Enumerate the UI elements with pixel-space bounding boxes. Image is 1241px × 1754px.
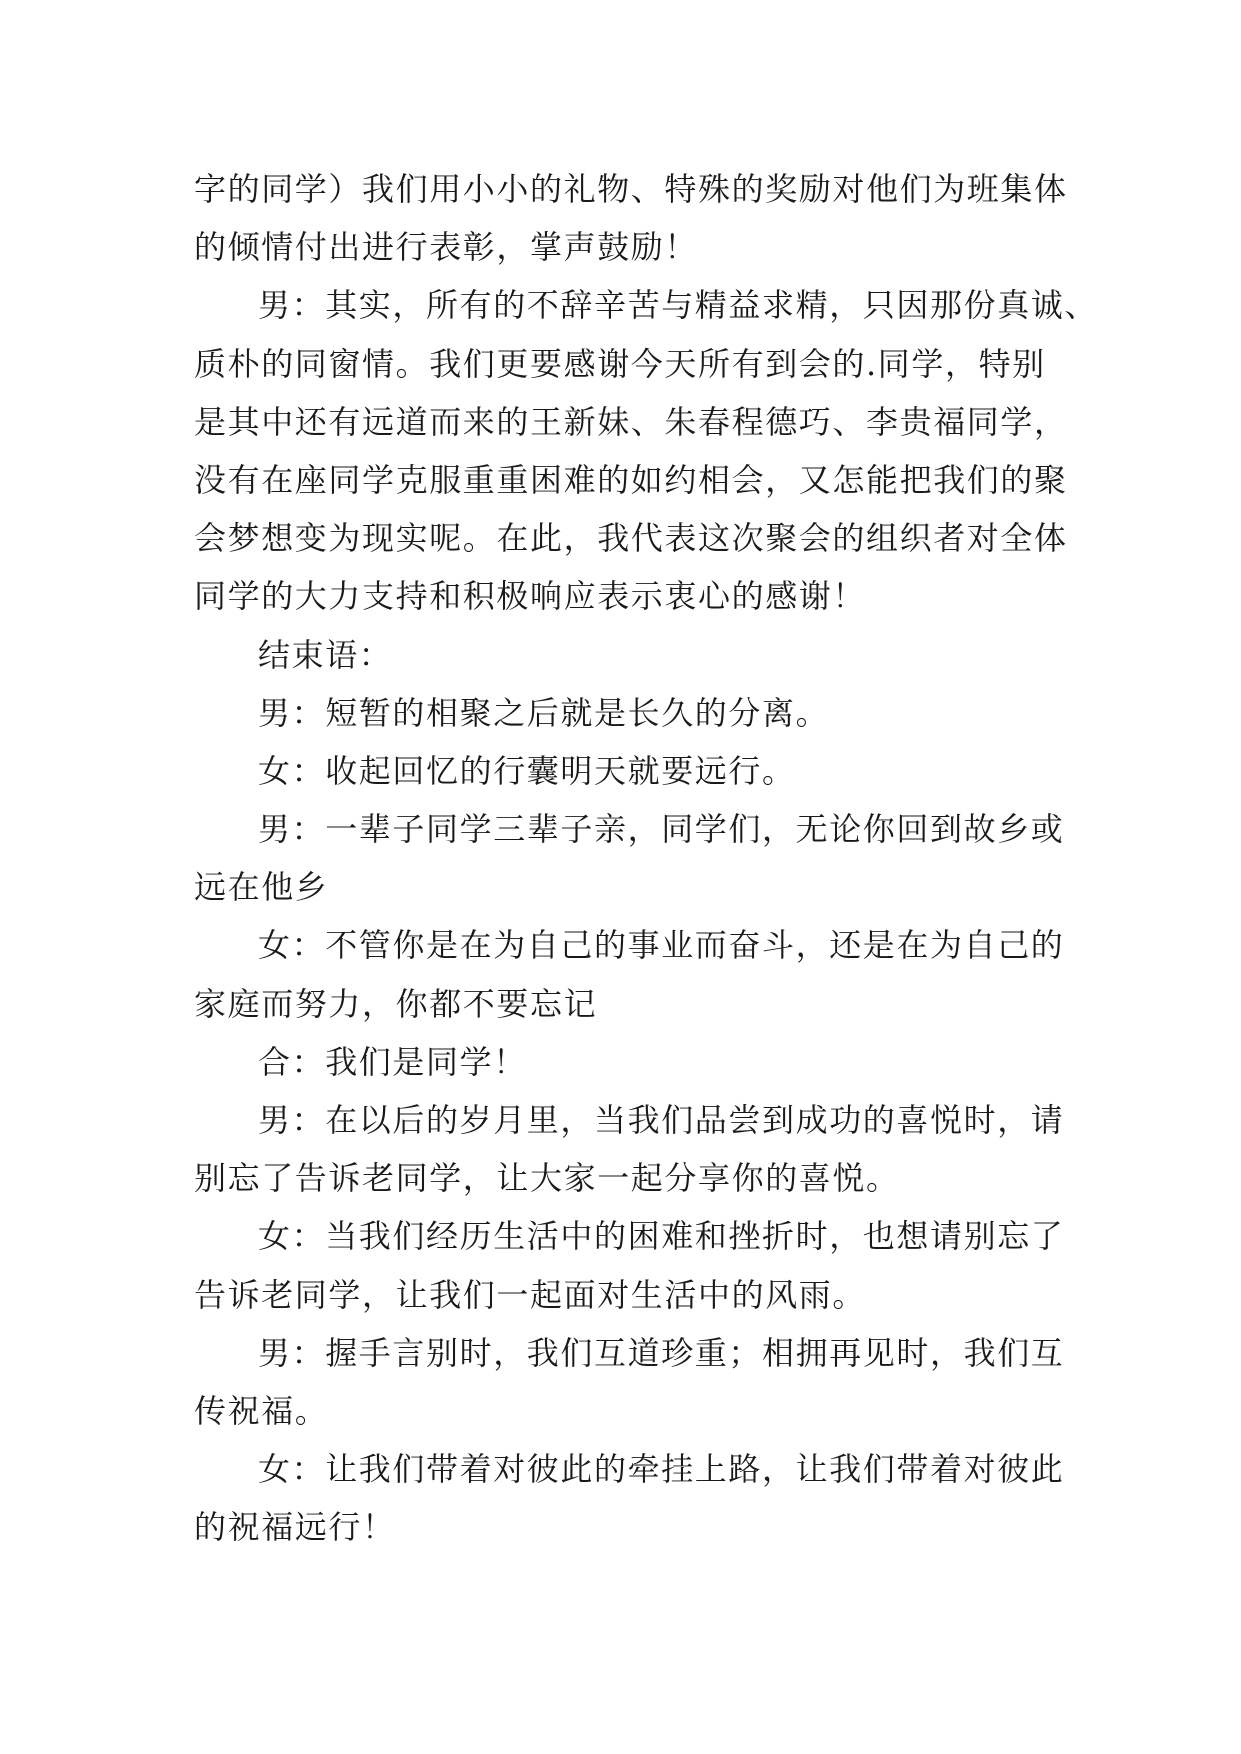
text-line: 家庭而努力，你都不要忘记 xyxy=(194,984,598,1023)
text-line: 字的同学）我们用小小的礼物、特殊的奖励对他们为班集体 xyxy=(194,170,1068,208)
text-line: 男：在以后的岁月里，当我们品尝到成功的喜悦时，请 xyxy=(258,1101,1065,1139)
text-line: 女：让我们带着对彼此的牵挂上路，让我们带着对彼此 xyxy=(258,1450,1065,1489)
text-line: 会梦想变为现实呢。在此，我代表这次聚会的组织者对全体 xyxy=(194,519,1068,558)
text-line: 的倾情付出进行表彰，掌声鼓励！ xyxy=(194,228,699,267)
text-line: 别忘了告诉老同学，让大家一起分享你的喜悦。 xyxy=(194,1159,900,1198)
text-line: 传祝福。 xyxy=(194,1391,329,1430)
text-line: 男：其实，所有的不辞辛苦与精益求精，只因那份真诚、 xyxy=(258,286,1099,325)
text-line: 男：一辈子同学三辈子亲，同学们，无论你回到故乡或 xyxy=(258,810,1065,849)
text-line: 的祝福远行！ xyxy=(194,1508,396,1547)
text-line: 男：短暂的相聚之后就是长久的分离。 xyxy=(258,693,830,732)
section-heading: 结束语： xyxy=(258,635,393,674)
text-line: 女：当我们经历生活中的困难和挫折时，也想请别忘了 xyxy=(258,1217,1065,1256)
text-line: 合：我们是同学！ xyxy=(258,1042,527,1081)
text-line: 质朴的同窗情。我们更要感谢今天所有到会的.同学，特别 xyxy=(194,344,1046,383)
document-body xyxy=(194,160,1099,1557)
text-line: 告诉老同学，让我们一起面对生活中的风雨。 xyxy=(194,1275,867,1314)
text-line: 远在他乡 xyxy=(194,868,329,907)
text-line: 女：不管你是在为自己的事业而奋斗，还是在为自己的 xyxy=(258,926,1065,965)
text-line: 男：握手言别时，我们互道珍重；相拥再见时，我们互 xyxy=(258,1333,1065,1372)
text-line: 没有在座同学克服重重困难的如约相会，又怎能把我们的聚 xyxy=(194,460,1068,499)
text-line: 女：收起回忆的行囊明天就要远行。 xyxy=(258,751,796,790)
text-line: 是其中还有远道而来的王新妹、朱春程德巧、李贵福同学， xyxy=(194,402,1068,441)
text-line: 同学的大力支持和积极响应表示衷心的感谢！ xyxy=(194,577,867,616)
